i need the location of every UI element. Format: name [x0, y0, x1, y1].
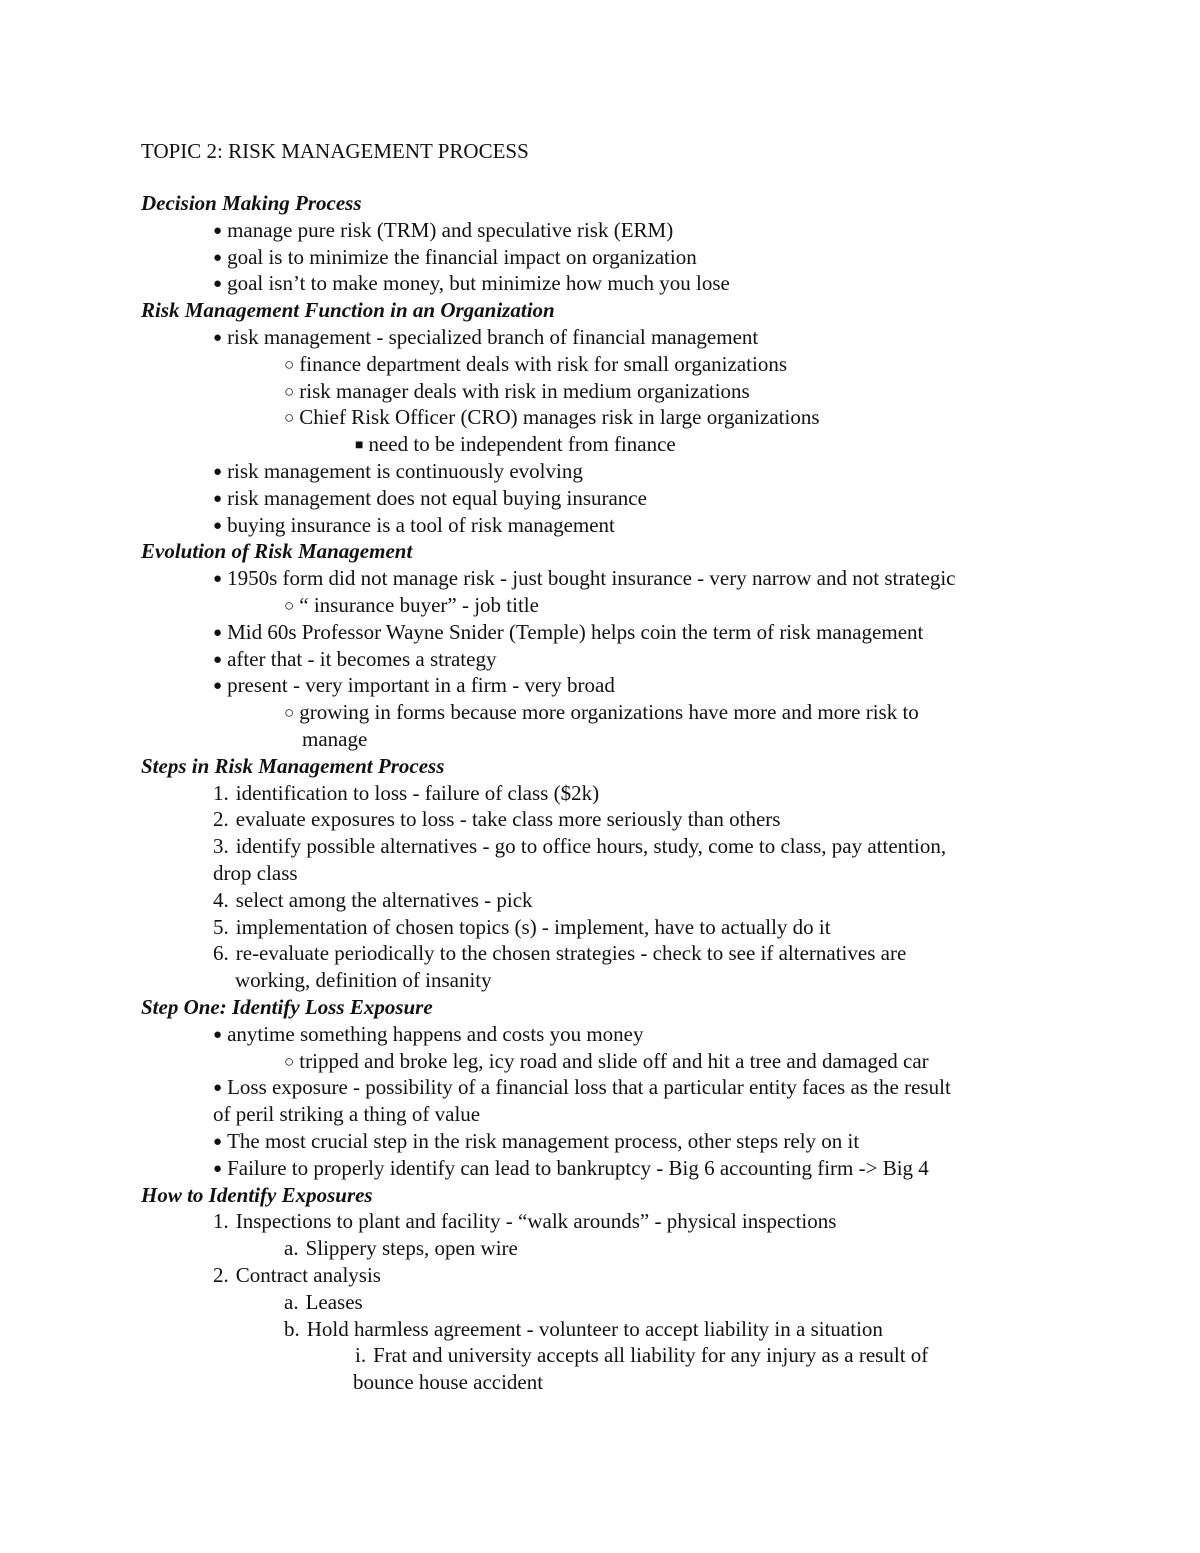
section-heading: Steps in Risk Management Process — [141, 754, 445, 778]
list-number: a. — [284, 1290, 299, 1314]
list-item-continuation: manage — [302, 727, 368, 751]
list-item-text: “ insurance buyer” - job title — [299, 593, 539, 617]
list-item-continuation: working, definition of insanity — [235, 968, 492, 992]
list-item-text: evaluate exposures to loss - take class more seriously than others — [235, 807, 781, 831]
list-number: 5. — [213, 915, 229, 939]
list-number: 3. — [213, 834, 229, 858]
list-item — [284, 1316, 883, 1343]
bullet-icon: ● — [213, 652, 223, 668]
list-item-text: growing in forms because more organizations have more and more risk to — [299, 700, 919, 724]
list-item — [213, 244, 697, 272]
bullet-icon: ● — [213, 571, 223, 587]
bullet-icon: ○ — [284, 596, 295, 615]
list-item-text: identification to loss - failure of class ($2k) — [235, 781, 600, 805]
list-item-text: Slippery steps, open wire — [305, 1236, 518, 1260]
list-item-text: select among the alternatives - pick — [235, 888, 533, 912]
list-item — [213, 1155, 929, 1183]
bullet-icon: ● — [213, 223, 223, 239]
list-item — [213, 914, 831, 941]
bullet-icon: ● — [213, 518, 223, 534]
list-number: b. — [284, 1317, 300, 1341]
list-item-text: Chief Risk Officer (CRO) manages risk in large organizations — [299, 405, 820, 429]
list-item — [284, 404, 820, 431]
list-item-text: goal is to minimize the financial impact on organization — [227, 245, 697, 269]
list-item — [213, 1021, 644, 1049]
list-item — [213, 565, 955, 593]
list-item-text: 1950s form did not manage risk - just bought insurance - very narrow and not strategic — [227, 566, 956, 590]
bullet-icon: ● — [213, 491, 223, 507]
bullet-icon: ○ — [284, 408, 295, 427]
bullet-icon: ● — [213, 1161, 223, 1177]
list-item-text: present - very important in a firm - very broad — [227, 673, 615, 697]
list-number: 1. — [213, 781, 229, 805]
list-item — [284, 1048, 929, 1075]
list-number: a. — [284, 1236, 299, 1260]
list-item — [213, 940, 906, 967]
list-item-continuation: drop class — [213, 861, 298, 885]
list-item — [213, 217, 673, 245]
list-item — [213, 270, 730, 298]
list-number: 2. — [213, 807, 229, 831]
bullet-icon: ● — [213, 625, 223, 641]
list-item — [213, 646, 496, 674]
section-heading: How to Identify Exposures — [141, 1183, 373, 1207]
list-number: 4. — [213, 888, 229, 912]
bullet-icon: ● — [213, 1080, 223, 1096]
list-item-text: Failure to properly identify can lead to bankruptcy - Big 6 accounting firm -> Big 4 — [227, 1156, 929, 1180]
list-item-text: risk management - specialized branch of financial management — [227, 325, 759, 349]
list-number: 1. — [213, 1209, 229, 1233]
list-item-text: Hold harmless agreement - volunteer to accept liability in a situation — [306, 1317, 883, 1341]
list-item — [284, 699, 919, 726]
bullet-icon: ● — [213, 464, 223, 480]
list-item-continuation: bounce house accident — [353, 1370, 544, 1394]
list-item — [213, 1208, 836, 1235]
list-item-text: Contract analysis — [235, 1263, 381, 1287]
list-item-text: Frat and university accepts all liability for any injury as a result of — [373, 1343, 929, 1367]
list-item-text: manage pure risk (TRM) and speculative risk (ERM) — [227, 218, 674, 242]
list-item — [284, 378, 750, 405]
page-title: TOPIC 2: RISK MANAGEMENT PROCESS — [141, 139, 529, 163]
list-item-text: Mid 60s Professor Wayne Snider (Temple) helps coin the term of risk management — [227, 620, 924, 644]
list-item-text: risk manager deals with risk in medium organizations — [299, 379, 750, 403]
list-item — [213, 1262, 381, 1289]
section-heading: Evolution of Risk Management — [141, 539, 413, 563]
list-item — [213, 780, 599, 807]
list-item — [213, 672, 615, 700]
list-item-text: buying insurance is a tool of risk management — [227, 513, 615, 537]
list-number: 2. — [213, 1263, 229, 1287]
list-item — [213, 619, 923, 647]
list-item — [213, 833, 946, 860]
bullet-icon: ○ — [284, 1052, 295, 1071]
list-item-text: The most crucial step in the risk management process, other steps rely on it — [227, 1129, 860, 1153]
list-item — [213, 485, 647, 513]
list-item — [284, 592, 539, 619]
list-item-text: anytime something happens and costs you money — [227, 1022, 644, 1046]
section-heading: Risk Management Function in an Organization — [141, 298, 555, 322]
list-item — [284, 351, 787, 378]
list-item — [213, 512, 615, 540]
list-item-text: identify possible alternatives - go to office hours, study, come to class, pay attention, — [235, 834, 947, 858]
bullet-icon: ● — [213, 250, 223, 266]
section-heading: Decision Making Process — [141, 191, 362, 215]
list-item-text: implementation of chosen topics (s) - implement, have to actually do it — [235, 915, 831, 939]
list-item — [213, 458, 583, 486]
list-number: 6. — [213, 941, 229, 965]
list-item-text: Inspections to plant and facility - “walk arounds” - physical inspections — [235, 1209, 837, 1233]
list-item — [213, 1128, 859, 1156]
bullet-icon: ● — [213, 1134, 223, 1150]
list-item-text: finance department deals with risk for small organizations — [299, 352, 787, 376]
list-item — [213, 887, 533, 914]
list-item — [284, 1289, 363, 1316]
bullet-icon: ■ — [355, 438, 364, 453]
bullet-icon: ○ — [284, 703, 295, 722]
bullet-icon: ● — [213, 330, 223, 346]
list-item-text: need to be independent from finance — [368, 432, 676, 456]
list-item-text: Leases — [305, 1290, 363, 1314]
list-item-text: tripped and broke leg, icy road and slide off and hit a tree and damaged car — [299, 1049, 929, 1073]
list-item-text: goal isn’t to make money, but minimize how much you lose — [227, 271, 730, 295]
list-item-text: Loss exposure - possibility of a financial loss that a particular entity faces as the result — [227, 1075, 951, 1099]
list-item — [213, 1074, 951, 1102]
list-item — [355, 431, 676, 459]
list-item — [213, 806, 780, 833]
bullet-icon: ○ — [284, 355, 295, 374]
list-item-text: risk management is continuously evolving — [227, 459, 583, 483]
list-item-text: after that - it becomes a strategy — [227, 647, 497, 671]
bullet-icon: ● — [213, 678, 223, 694]
bullet-icon: ○ — [284, 382, 295, 401]
list-number: i. — [355, 1343, 367, 1367]
list-item-text: re-evaluate periodically to the chosen strategies - check to see if alternatives are — [235, 941, 907, 965]
list-item — [355, 1342, 928, 1369]
bullet-icon: ● — [213, 276, 223, 292]
list-item-continuation: of peril striking a thing of value — [213, 1102, 481, 1126]
bullet-icon: ● — [213, 1027, 223, 1043]
list-item — [284, 1235, 518, 1262]
list-item-text: risk management does not equal buying insurance — [227, 486, 647, 510]
section-heading: Step One: Identify Loss Exposure — [141, 995, 433, 1019]
list-item — [213, 324, 758, 352]
